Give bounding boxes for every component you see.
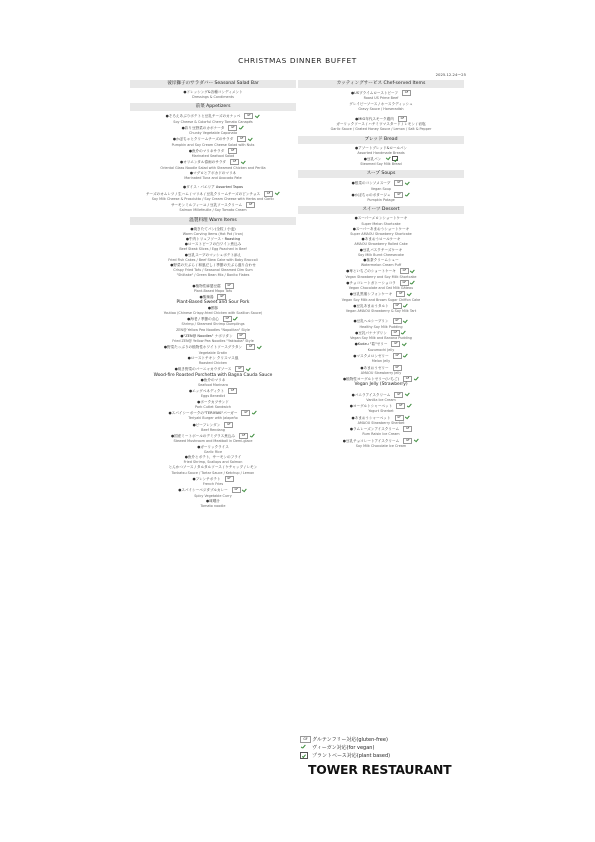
gluten-free-icon: GF bbox=[394, 192, 403, 198]
menu-item-english bbox=[130, 208, 296, 213]
menu-item-text: ●ドレッシング&各種コンディメント bbox=[183, 90, 243, 94]
vegan-icon bbox=[233, 317, 239, 322]
menu-item-text: Garlic Sauce / Grated Honey Sauce / Lemon / Salt & Pepper bbox=[330, 127, 432, 132]
dietary-marks bbox=[227, 388, 237, 394]
menu-item-text: Healthy Soy Milk Pudding bbox=[359, 324, 403, 329]
legend-label: ヴィーガン対応(for vegan) bbox=[312, 745, 375, 751]
menu-item-text: Roasted Chicken bbox=[198, 361, 228, 366]
menu-item-english bbox=[298, 127, 464, 132]
menu-item-text: Chunky Vegetable Caponata bbox=[188, 131, 238, 136]
menu-item-english bbox=[298, 444, 464, 449]
gluten-free-icon: GF bbox=[391, 330, 400, 336]
menu-section bbox=[298, 170, 464, 206]
vegan-icon bbox=[401, 330, 407, 335]
menu-item-text: Gravy Sauce / Horseradish bbox=[358, 106, 404, 111]
legend-row bbox=[300, 744, 470, 752]
gluten-free-icon: GF bbox=[400, 268, 409, 274]
menu-item-text: ●豆乳パン bbox=[363, 156, 382, 161]
dietary-marks bbox=[393, 180, 410, 186]
menu-section bbox=[130, 80, 296, 103]
menu-item-text: Super Melon Shortcake bbox=[361, 221, 401, 226]
dietary-marks bbox=[243, 113, 260, 119]
section-items bbox=[298, 214, 464, 452]
menu-item-text: ●ビーフレンダン bbox=[192, 422, 221, 427]
dietary-marks bbox=[238, 433, 255, 439]
menu-item-text: ●USプライムローストビーフ bbox=[351, 91, 398, 96]
menu-item-text: Teriyaki Burger with Jalapeño bbox=[188, 416, 238, 421]
menu-item-text: ●野菜の天ぷら / 和風だし / 季節の天ぷら盛り合わせ bbox=[170, 263, 256, 268]
gluten-free-icon: GF bbox=[396, 403, 405, 409]
gluten-free-icon: GF bbox=[402, 90, 411, 96]
menu-item-text: Plant-Based Mapo Tofu bbox=[193, 288, 233, 293]
menu-item-text: ●根菜のコンソメスープ bbox=[351, 181, 391, 186]
dietary-marks bbox=[399, 268, 416, 274]
vegan-icon bbox=[413, 438, 419, 443]
dietary-marks bbox=[401, 90, 411, 96]
dietary-marks bbox=[234, 366, 251, 372]
vegan-icon bbox=[240, 160, 246, 165]
menu-item-text: ZEN@ Yellow Pea Noodles "Napolitan" Style bbox=[176, 327, 250, 332]
gluten-free-icon: GF bbox=[395, 415, 404, 421]
dietary-marks bbox=[223, 422, 233, 428]
vegan-icon bbox=[256, 345, 262, 350]
menu-item-text: ●バニラアイスクリーム bbox=[351, 392, 391, 397]
gluten-free-icon: GF bbox=[228, 148, 237, 154]
legend-symbol bbox=[300, 752, 312, 760]
menu-item-text: ●スパイシーベジタブルカレー bbox=[178, 488, 228, 493]
vegan-icon bbox=[238, 125, 244, 130]
section-heading: 彼岸獅子のサラダバー Seasonal Salad Bar bbox=[130, 80, 296, 88]
menu-item-english bbox=[130, 273, 296, 278]
section-heading: スープ Soups bbox=[298, 170, 464, 178]
menu-item-text: ●アソートブレッド&ロールパン bbox=[354, 145, 408, 150]
menu-item-text: ●オリエンタル春雨のサラダ bbox=[179, 160, 226, 165]
gluten-free-icon: GF bbox=[394, 180, 403, 186]
menu-item-text: ●ローストビーフの白ワイン煮込み bbox=[184, 242, 242, 247]
vegan-icon bbox=[410, 280, 416, 285]
vegan-icon bbox=[254, 114, 260, 119]
menu-item-text: ●スーパーあまおうショートケーキ bbox=[352, 226, 410, 231]
gluten-free-icon: GF bbox=[396, 291, 405, 297]
menu-item-text: サーモンミルフィーユ / 豆乳ソースクリーム bbox=[170, 203, 243, 208]
dietary-legend bbox=[300, 736, 470, 760]
legend-symbol bbox=[300, 736, 312, 744]
dietary-marks bbox=[236, 333, 246, 339]
menu-item-text: Vegan Soy Milk and Brown Sugar Chiffon Cake bbox=[341, 297, 421, 302]
vegan-icon bbox=[403, 303, 409, 308]
legend-label: グルテンフリー対応(gluten-free) bbox=[312, 737, 388, 743]
dietary-marks bbox=[392, 303, 409, 309]
menu-item-text: Vegan Jelly (Strawberry) bbox=[354, 382, 408, 388]
gluten-free-icon: GF bbox=[393, 303, 402, 309]
dietary-marks bbox=[395, 403, 412, 409]
menu-item-english bbox=[130, 504, 296, 509]
menu-item-text: ●かぼちゃとクリームチーズのサラダ bbox=[172, 137, 234, 142]
gluten-free-icon: GF bbox=[393, 365, 402, 371]
gluten-free-icon: GF bbox=[230, 159, 239, 165]
menu-item-english bbox=[130, 95, 296, 100]
gluten-free-icon: GF bbox=[400, 280, 409, 286]
menu-date: 2025.12.24〜25 bbox=[435, 72, 466, 77]
menu-item-text: ●魚介のマリネ bbox=[200, 377, 226, 382]
gluten-free-icon: GF bbox=[403, 376, 412, 382]
section-items bbox=[130, 88, 296, 103]
menu-item-text: ●苺といちごのショートケーキ bbox=[346, 269, 396, 274]
menu-item-text: ●牛肉トリュフソース・Roasting bbox=[185, 237, 241, 242]
menu-item-text: Vegetable Gratin bbox=[198, 350, 228, 355]
gluten-free-icon: GF bbox=[403, 438, 412, 444]
menu-item-text: Soy Cheese & Colorful Cherry Tomato Canapés bbox=[173, 119, 253, 124]
vegan-icon bbox=[242, 488, 248, 493]
menu-item-text: ガーリックソース / ハチミツマスタード / レモン / 岩塩 bbox=[336, 122, 426, 127]
section-items bbox=[298, 178, 464, 206]
menu-item-text: French Fries bbox=[202, 482, 224, 487]
menu-item-text: ●エッグベネディクト bbox=[188, 389, 225, 394]
menu-item-text: Roast US Prime Beef bbox=[363, 96, 399, 101]
menu-item-text: Vegan Soy Milk and Banana Pudding bbox=[350, 336, 412, 341]
menu-item-text: Stewed Mushroom and Meatball in Demi-glace bbox=[173, 439, 253, 444]
menu-item-text: Vegan AMAOU Strawberry & Soy Milk Tart bbox=[345, 309, 417, 314]
gluten-free-icon: GF bbox=[217, 294, 226, 300]
menu-item-text: ●あまおうシャーベット bbox=[351, 415, 391, 420]
menu-item-text: Assorted Handmade Breads bbox=[357, 150, 405, 155]
menu-item-text: AMAOU Strawberry Rolled Cake bbox=[354, 242, 408, 247]
menu-item-text: Vegan Soup bbox=[370, 186, 392, 191]
vegan-icon bbox=[410, 269, 416, 274]
gluten-free-icon: GF bbox=[225, 283, 234, 289]
gluten-free-icon: GF bbox=[225, 476, 234, 482]
dietary-marks bbox=[399, 280, 416, 286]
vegan-icon bbox=[404, 181, 410, 186]
menu-item-text: ●豆乳黒蜜シフォンケーキ bbox=[349, 292, 393, 297]
menu-item-text: ●フレンチポテト bbox=[192, 476, 221, 481]
vegan-icon bbox=[403, 353, 409, 358]
menu-item-english bbox=[298, 107, 464, 112]
vegan-icon bbox=[406, 292, 412, 297]
gluten-free-icon: GF bbox=[264, 191, 273, 197]
section-heading: ブレッド Bread bbox=[298, 136, 464, 144]
section-items bbox=[130, 111, 296, 216]
menu-section bbox=[130, 217, 296, 513]
gluten-free-icon: GF bbox=[300, 736, 311, 743]
menu-item-text: ●ガーリックライス bbox=[197, 444, 229, 449]
dietary-marks bbox=[402, 426, 412, 432]
menu-item-english bbox=[298, 198, 464, 203]
menu-item-text: AMAOU Strawberry Jelly bbox=[360, 370, 402, 375]
menu-item-text: Beef Rendang bbox=[201, 427, 225, 432]
menu-item-text: ●豆乳チョコレートアイスクリーム bbox=[342, 438, 400, 443]
gluten-free-icon: GF bbox=[246, 202, 255, 208]
menu-item-text: ●スーパーメロンショートケーキ bbox=[354, 216, 408, 221]
menu-item-text: ●豆乳バスクチーズケーキ bbox=[359, 247, 403, 252]
vegan-icon bbox=[406, 404, 412, 409]
menu-section bbox=[298, 136, 464, 171]
dietary-marks bbox=[393, 192, 410, 198]
section-heading: スイーツ Dessert bbox=[298, 206, 464, 214]
vegan-icon bbox=[274, 191, 280, 196]
menu-item-text: Marinated Seafood Salad bbox=[191, 154, 235, 159]
menu-item-text: ●MIG年代スモーク鶏肉 bbox=[355, 117, 394, 122]
menu-item-text: ●"ZEN@ Noodles" ナポリタン bbox=[180, 333, 233, 338]
gluten-free-icon: GF bbox=[394, 392, 403, 398]
menu-item-text: ●ヨーグルトシャーベット bbox=[349, 404, 393, 409]
menu-item-text: ●マスクメロンゼリー bbox=[353, 354, 389, 359]
menu-item-text: Rum Raisin Ice Cream bbox=[362, 432, 400, 437]
dietary-marks bbox=[392, 353, 409, 359]
section-heading: 前菜 Appetizers bbox=[130, 103, 296, 111]
menu-item-text: Soy Milk Burnt Cheesecake bbox=[358, 252, 404, 257]
menu-item-text: Seafood Marinara bbox=[198, 382, 228, 387]
menu-title: CHRISTMAS DINNER BUFFET bbox=[238, 56, 357, 65]
gluten-free-icon: GF bbox=[393, 353, 402, 359]
menu-item-text: Steamed Soy Milk Bread bbox=[360, 162, 402, 167]
menu-item-text: Crispy Fried Tofu / Seasonal Steamed Dim Sum bbox=[173, 268, 253, 273]
menu-item-text: ●焼き野菜のバーニャカウダソース bbox=[174, 367, 232, 372]
menu-item-text: Fried ZEN@ Yellow Pea Noodles "Yakisoba" Style bbox=[172, 339, 254, 344]
menu-item-text: Pumpkin Potage bbox=[367, 198, 395, 203]
menu-item-text: AMAOU Strawberry Sherbet bbox=[357, 420, 405, 425]
gluten-free-icon: GF bbox=[228, 388, 237, 394]
gluten-free-icon: GF bbox=[398, 116, 407, 122]
menu-item-text: ●豆乳バナナプリン bbox=[355, 331, 387, 336]
gluten-free-icon: GF bbox=[223, 316, 232, 322]
dietary-marks bbox=[227, 148, 237, 154]
legend-label: プラントベース対応(plant based) bbox=[312, 753, 391, 759]
menu-item-text: ●味噌汁 bbox=[206, 498, 220, 503]
right-column bbox=[298, 80, 464, 452]
dietary-marks bbox=[240, 410, 257, 416]
menu-item-english bbox=[130, 176, 296, 181]
gluten-free-icon: GF bbox=[241, 410, 250, 416]
menu-item-text: Dressings & Condiments bbox=[192, 95, 234, 100]
menu-item-text: Yogurt Sherbet bbox=[368, 409, 394, 414]
restaurant-logo: TOWER RESTAURANT bbox=[308, 762, 452, 777]
menu-item-text: ●海老 / 季節の点心 bbox=[187, 317, 219, 322]
menu-item-text: ●スパイシーポークの"TERIYAKI"バーガー bbox=[168, 411, 238, 416]
legend-row bbox=[300, 752, 470, 760]
menu-item-text: ●マグロとアボカドのマリネ bbox=[189, 170, 237, 175]
vegan-icon bbox=[385, 156, 391, 161]
menu-item-text: Soy Milk Chocolate Ice Cream bbox=[355, 443, 407, 448]
menu-item-text: ●魚介のマリネサラダ bbox=[188, 149, 225, 154]
menu-item-text: Warm Carving Items (Hot Pot / Iron) bbox=[182, 231, 244, 236]
vegan-icon bbox=[401, 342, 407, 347]
dietary-marks bbox=[245, 344, 262, 350]
menu-item-text: Beef Steak Slices / Egg Poached in Beef bbox=[179, 247, 247, 252]
vegan-icon bbox=[403, 319, 409, 324]
menu-item-text: ●酸辣湯 bbox=[199, 295, 214, 300]
dietary-marks bbox=[224, 283, 234, 289]
dietary-marks bbox=[402, 438, 419, 444]
dietary-marks bbox=[384, 156, 398, 162]
menu-item-text: Fried Shrimp, Scallops and Salmon bbox=[183, 460, 243, 465]
dietary-marks bbox=[392, 365, 402, 371]
vegan-icon bbox=[249, 434, 255, 439]
dietary-marks bbox=[224, 476, 234, 482]
menu-item-text: ●ポークカツサンド bbox=[197, 399, 229, 404]
menu-item-text: Pork Cutlet Sandwich bbox=[195, 404, 231, 409]
gluten-free-icon: GF bbox=[246, 344, 255, 350]
menu-item-text: ●豆乳スープのマッシュポテト添え bbox=[184, 252, 242, 257]
menu-item-text: ●国産ミートボールのデミグラス煮込み bbox=[170, 434, 236, 439]
menu-item-text: ●ローストチキン クリスマス風 bbox=[187, 355, 239, 360]
menu-item-text: チーズのオムレツ / 生ハム / マリネ / 豆乳クリームチーズのピンチョス bbox=[145, 191, 261, 196]
legend-symbol bbox=[300, 744, 312, 752]
menu-item-text: Kuzumochi Jelly bbox=[367, 347, 395, 352]
vegan-icon bbox=[245, 367, 251, 372]
menu-item-text: Vanilla Ice Cream bbox=[366, 397, 396, 402]
dietary-marks bbox=[390, 341, 407, 347]
gluten-free-icon: GF bbox=[239, 433, 248, 439]
dietary-marks bbox=[392, 318, 409, 324]
gluten-free-icon: GF bbox=[224, 422, 233, 428]
menu-item-text: Vegan Chocolate and Oat Milk Gâteau bbox=[348, 286, 414, 291]
gluten-free-icon: GF bbox=[403, 426, 412, 432]
vegan-icon bbox=[405, 415, 411, 420]
menu-item-text: ●ダイス・パエリア Assorted Tapas bbox=[183, 185, 243, 190]
menu-item-text: ●豆乳あまおうタルト bbox=[353, 304, 389, 309]
dietary-marks bbox=[231, 487, 248, 493]
menu-item-text: "Shiitake" / Green Bean Mix / Bonito Flakes bbox=[176, 273, 250, 278]
gluten-free-icon: GF bbox=[232, 487, 241, 493]
menu-item-english bbox=[298, 162, 464, 167]
menu-item-text: ●魚介とポテト、サーモンのフライ bbox=[184, 455, 242, 460]
dietary-marks bbox=[222, 316, 239, 322]
menu-item-text: Oriental Glass Noodle Salad with Steamed Chicken and Perilla bbox=[160, 165, 266, 170]
vegan-icon bbox=[251, 411, 257, 416]
menu-item-text: ●チョコレートガトーショコラ bbox=[346, 281, 396, 285]
menu-item-text: ●かぼちゃのポタージュ bbox=[351, 192, 391, 197]
section-items bbox=[298, 144, 464, 171]
menu-item-text: ●焼きたてパン(全粒 / 小麦) bbox=[190, 226, 236, 231]
vegan-icon bbox=[413, 377, 419, 382]
menu-item-text: Melon Jelly bbox=[371, 359, 391, 364]
menu-item-text: Tomato noodle bbox=[200, 504, 226, 509]
menu-item-text: Youtiao (Chinese Crispy-fried Chicken with Scallion Sauce) bbox=[163, 310, 263, 315]
menu-item-text: Wood-fire Roasted Porchetta with Bagna Cauda Sauce bbox=[153, 372, 273, 378]
menu-item-text: Garlic Rice bbox=[203, 449, 223, 454]
menu-item-text: Tonkatsu Sauce / Tartar Sauce / Ketchup / Lemon bbox=[171, 470, 255, 475]
dietary-marks bbox=[229, 159, 246, 165]
menu-item-text: ●抹茶クリームシュー bbox=[363, 257, 399, 262]
dietary-marks bbox=[394, 415, 411, 421]
menu-item-text: Watermelon Cream Puff bbox=[360, 263, 402, 268]
menu-item-text: Plant-Based Sweet and Sour Pork bbox=[176, 300, 250, 306]
menu-item-text: Spicy Vegetable Curry bbox=[194, 493, 232, 498]
menu-section bbox=[298, 206, 464, 452]
menu-item-text: グレイビーソース / ホースラディッシュ bbox=[349, 101, 413, 106]
menu-item-text: とんかつソース / タルタルソース / ケチャップ / レモン bbox=[168, 465, 258, 470]
menu-item-text: Soy Milk Cheese & Prosciutto / Soy Cream Cheese with Herbs and Garlic bbox=[151, 196, 275, 201]
menu-item-text: ●そろえあぶりポテトと豆乳チーズのカナッペ bbox=[165, 114, 241, 119]
dietary-marks bbox=[245, 202, 255, 208]
dietary-marks bbox=[227, 125, 244, 131]
dietary-marks bbox=[263, 191, 280, 197]
gluten-free-icon: GF bbox=[228, 125, 237, 131]
dietary-marks bbox=[395, 291, 412, 297]
dietary-marks bbox=[390, 330, 407, 336]
menu-item-text: Eggs Benedict bbox=[200, 394, 226, 399]
gluten-free-icon: GF bbox=[235, 366, 244, 372]
vegan-icon bbox=[404, 392, 410, 397]
dietary-marks bbox=[393, 392, 410, 398]
vegan-icon bbox=[300, 745, 308, 751]
section-heading: 温製料理 Warm Items bbox=[130, 217, 296, 225]
menu-item-text: Vegan Strawberry and Soy Milk Shortcake bbox=[345, 274, 417, 279]
menu-item-text: ●彩り豆野菜のカポナータ bbox=[181, 126, 225, 131]
menu-item-english bbox=[298, 309, 464, 314]
menu-item-text: Marinated Tuna and Avocado Pate bbox=[184, 176, 242, 181]
menu-section bbox=[130, 103, 296, 216]
gluten-free-icon: GF bbox=[391, 341, 400, 347]
menu-item-text: ●あまおうロールケーキ bbox=[361, 237, 401, 242]
legend-row bbox=[300, 736, 470, 744]
menu-section bbox=[298, 80, 464, 136]
menu-item-text: Fried Fish Cakes / Beef Stew Cake with Baby Broccoli bbox=[168, 257, 258, 262]
section-items bbox=[298, 88, 464, 136]
menu-item-text: ●野菜たっぷりの植物性ホワイトソースグラタン bbox=[163, 345, 243, 350]
gluten-free-icon: GF bbox=[237, 333, 246, 339]
section-heading: カッティングサービス Chef-served Items bbox=[298, 80, 464, 88]
menu-item-text: ●豆乳ヘルシープリン bbox=[353, 319, 389, 324]
dietary-marks bbox=[236, 136, 253, 142]
menu-item-text: Super AMAOU Strawberry Shortcake bbox=[350, 231, 412, 236]
menu-item-text: ●酢豚 bbox=[207, 305, 219, 310]
menu-item-text: ●ラムレーズンアイスクリーム bbox=[349, 427, 400, 432]
menu-item-text: ●植物性ヨーグルトゼリー(いちご) bbox=[342, 377, 400, 382]
vegan-icon bbox=[404, 192, 410, 197]
menu-item-text: ●Kudzu "葛"ゼリー bbox=[354, 342, 388, 347]
menu-item-text: Shrimp / Steamed Shrimp Dumplings bbox=[181, 322, 245, 327]
section-items bbox=[130, 225, 296, 513]
gluten-free-icon: GF bbox=[237, 136, 246, 142]
gluten-free-icon: GF bbox=[244, 113, 253, 119]
plant-based-icon bbox=[300, 752, 308, 759]
menu-item-text: Salmon Millefeuille / Soy Tomato Cream bbox=[179, 208, 247, 213]
menu-item-text: ●あまおうゼリー bbox=[360, 365, 389, 370]
menu-item-text: Pumpkin and Soy Cream Cheese Salad with Nuts bbox=[171, 142, 255, 147]
gluten-free-icon: GF bbox=[393, 318, 402, 324]
menu-item-text: ●植物性麻婆豆腐 bbox=[192, 283, 221, 288]
vegan-icon bbox=[247, 137, 253, 142]
menu-item-english bbox=[298, 382, 464, 387]
left-column bbox=[130, 80, 296, 512]
plant-based-icon bbox=[392, 156, 398, 161]
